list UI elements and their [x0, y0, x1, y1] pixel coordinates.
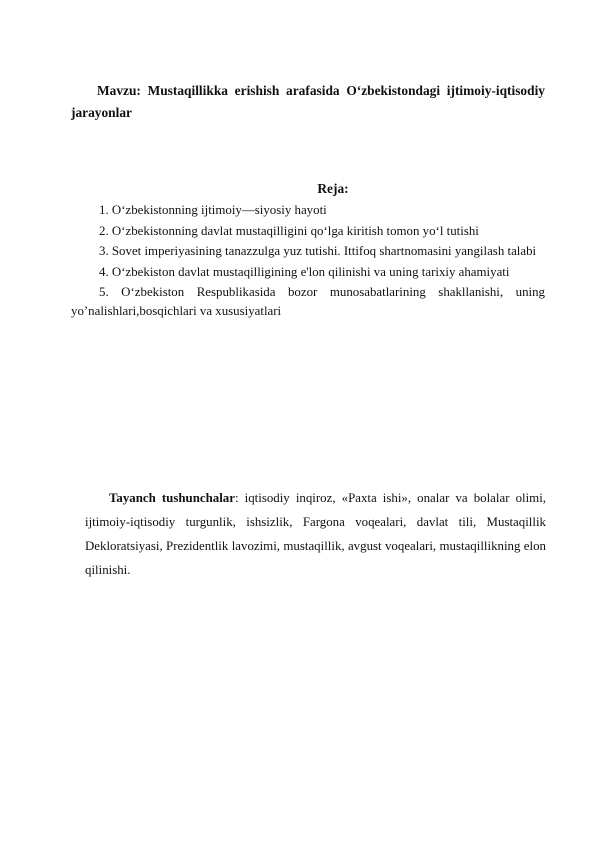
plan-item-4: 4. O‘zbekiston davlat mustaqilligining e'lon qilinishi va uning tarixiy ahamiyati	[99, 264, 510, 279]
plan-list	[71, 201, 545, 323]
plan-item-3: 3. Sovet imperiyasining tanazzulga yuz tutishi. Ittifoq shartnomasini yangilash talabi	[99, 244, 537, 258]
plan-item-2: 2. O‘zbekistonning davlat mustaqilligini qo‘lga kiritish tomon yo‘l tutishi	[99, 223, 479, 238]
document-title: Mavzu: Mustaqillikka erishish arafasida O‘zbekistondagi ijtimoiy-iqtisodiy jarayonlar	[71, 83, 545, 120]
key-concepts-label: Tayanch tushunchalar	[109, 491, 235, 505]
plan-heading: Reja:	[317, 181, 349, 196]
key-concepts-text: : iqtisodiy inqiroz, «Paxta ishi», onalar va bolalar olimi, ijtimoiy-iqtisodiy turgunlik, ishsizlik, Fargona voqealari, davlat tili, Mustaqillik Dekloratsiyasi, Prezidentlik lavozimi, mustaqillik, avgust voqealari, mustaqillikning elon qilinishi.	[85, 491, 547, 577]
key-concepts-paragraph	[85, 486, 546, 582]
plan-item-5: 5. O‘zbekiston Respublikasida bozor munosabatlarining shakllanishi, uning yo’nalishlari,bosqichlari va xususiyatlari	[71, 285, 545, 318]
plan-item-1: 1. O‘zbekistonning ijtimoiy—siyosiy hayoti	[99, 203, 327, 217]
